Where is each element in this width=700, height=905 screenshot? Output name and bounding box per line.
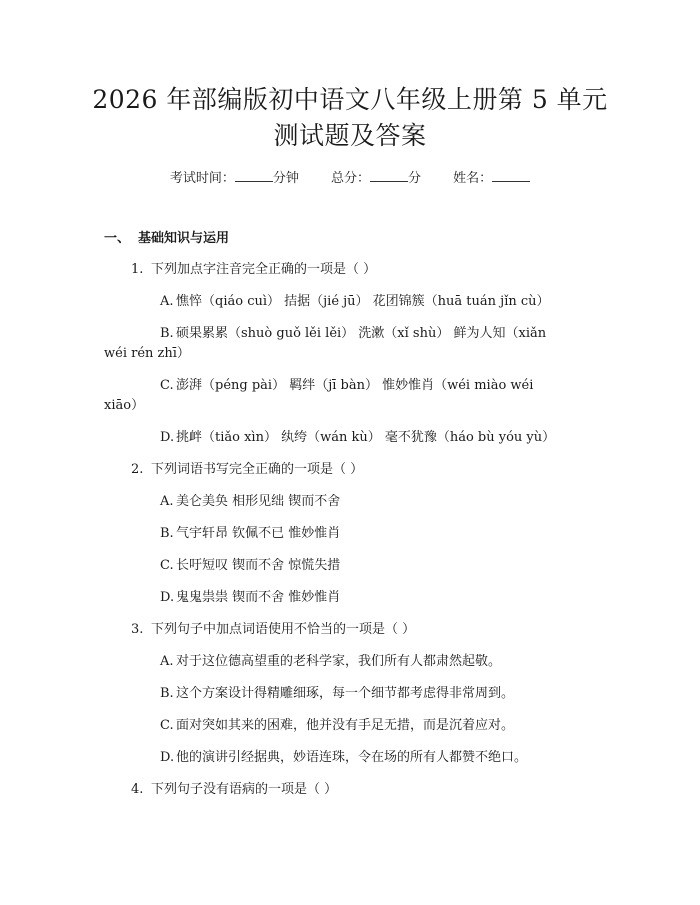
question-1-option-c bbox=[160, 377, 533, 395]
option-text: 长吁短叹 锲而不舍 惊慌失措 bbox=[176, 558, 341, 573]
question-text: 下列词语书写完全正确的一项是（ ） bbox=[151, 462, 364, 477]
question-3-option-d bbox=[160, 749, 527, 767]
question-1-option-c-continued: xiāo） bbox=[104, 398, 145, 413]
question-1-option-b-continued: wéi rén zhī） bbox=[104, 346, 190, 361]
question-1-option-b bbox=[160, 325, 546, 343]
question-2-stem bbox=[131, 461, 363, 479]
question-3-option-b bbox=[160, 685, 514, 703]
name-blank bbox=[492, 169, 530, 182]
option-letter: C. bbox=[160, 558, 174, 573]
question-number: 1. bbox=[131, 262, 144, 277]
option-text: 鬼鬼祟祟 锲而不舍 惟妙惟肖 bbox=[176, 590, 341, 605]
section-title: 基础知识与运用 bbox=[138, 231, 230, 246]
total-score-blank bbox=[370, 169, 408, 182]
question-1-stem bbox=[131, 261, 376, 279]
document-title-line-2: 测试题及答案 bbox=[273, 121, 427, 150]
exam-time-label: 考试时间： bbox=[169, 171, 235, 186]
name-field bbox=[453, 169, 530, 188]
total-score-field bbox=[331, 169, 421, 188]
question-3-option-a bbox=[160, 653, 501, 671]
question-number: 2. bbox=[131, 462, 144, 477]
option-text: 憔悴（qiáo cuì） 拮据（jié jū） 花团锦簇（huā tuán jǐn cù） bbox=[176, 294, 550, 309]
exam-time-blank bbox=[235, 169, 273, 182]
question-text: 下列句子没有语病的一项是（ ） bbox=[151, 782, 338, 797]
section-number: 一、 bbox=[104, 231, 131, 246]
option-letter: D. bbox=[160, 590, 175, 605]
question-text: 下列句子中加点词语使用不恰当的一项是（ ） bbox=[151, 622, 416, 637]
question-1-option-a bbox=[160, 293, 550, 311]
question-number: 4. bbox=[131, 782, 144, 797]
question-3-stem bbox=[131, 621, 415, 639]
option-text: 挑衅（tiǎo xìn） 纨绔（wán kù） 毫不犹豫（háo bù yóu yù） bbox=[176, 430, 556, 445]
option-letter: B. bbox=[160, 326, 174, 341]
option-text: 这个方案设计得精雕细琢，每一个细节都考虑得非常周到。 bbox=[176, 686, 515, 701]
option-letter: C. bbox=[160, 718, 174, 733]
option-letter: A. bbox=[160, 294, 174, 309]
option-text: 气宇轩昂 钦佩不已 惟妙惟肖 bbox=[176, 526, 341, 541]
total-score-label: 总分： bbox=[330, 171, 370, 186]
option-text: 美仑美奂 相形见绌 锲而不舍 bbox=[176, 494, 341, 509]
exam-time-field bbox=[170, 169, 299, 188]
question-number: 3. bbox=[131, 622, 144, 637]
option-text: 他的演讲引经据典，妙语连珠，令在场的所有人都赞不绝口。 bbox=[176, 750, 528, 765]
option-text: 对于这位德高望重的老科学家，我们所有人都肃然起敬。 bbox=[176, 654, 502, 669]
question-2-option-d bbox=[160, 589, 340, 607]
question-2-option-b bbox=[160, 525, 340, 543]
section-heading bbox=[104, 230, 229, 248]
option-letter: B. bbox=[160, 686, 174, 701]
option-letter: B. bbox=[160, 526, 174, 541]
option-text: 硕果累累（shuò guǒ lěi lěi） 洗漱（xǐ shù） 鲜为人知（xiǎn bbox=[176, 326, 547, 341]
question-text: 下列加点字注音完全正确的一项是（ ） bbox=[151, 262, 377, 277]
total-score-unit: 分 bbox=[408, 171, 422, 186]
option-letter: D. bbox=[160, 750, 175, 765]
name-label: 姓名： bbox=[453, 171, 493, 186]
exam-time-unit: 分钟 bbox=[272, 171, 299, 186]
option-letter: A. bbox=[160, 654, 174, 669]
document-title-line-1: 2026 年部编版初中语文八年级上册第 5 单元 bbox=[92, 85, 608, 114]
question-2-option-a bbox=[160, 493, 340, 511]
option-letter: D. bbox=[160, 430, 175, 445]
option-text: 面对突如其来的困难，他并没有手足无措，而是沉着应对。 bbox=[176, 718, 515, 733]
option-letter: A. bbox=[160, 494, 174, 509]
question-4-stem bbox=[131, 781, 337, 799]
question-3-option-c bbox=[160, 717, 514, 735]
option-letter: C. bbox=[160, 378, 174, 393]
question-2-option-c bbox=[160, 557, 340, 575]
exam-meta bbox=[0, 169, 700, 188]
option-text: 澎湃（péng pài） 羁绊（jī bàn） 惟妙惟肖（wéi miào wéi bbox=[176, 378, 534, 393]
question-1-option-d bbox=[160, 429, 555, 447]
